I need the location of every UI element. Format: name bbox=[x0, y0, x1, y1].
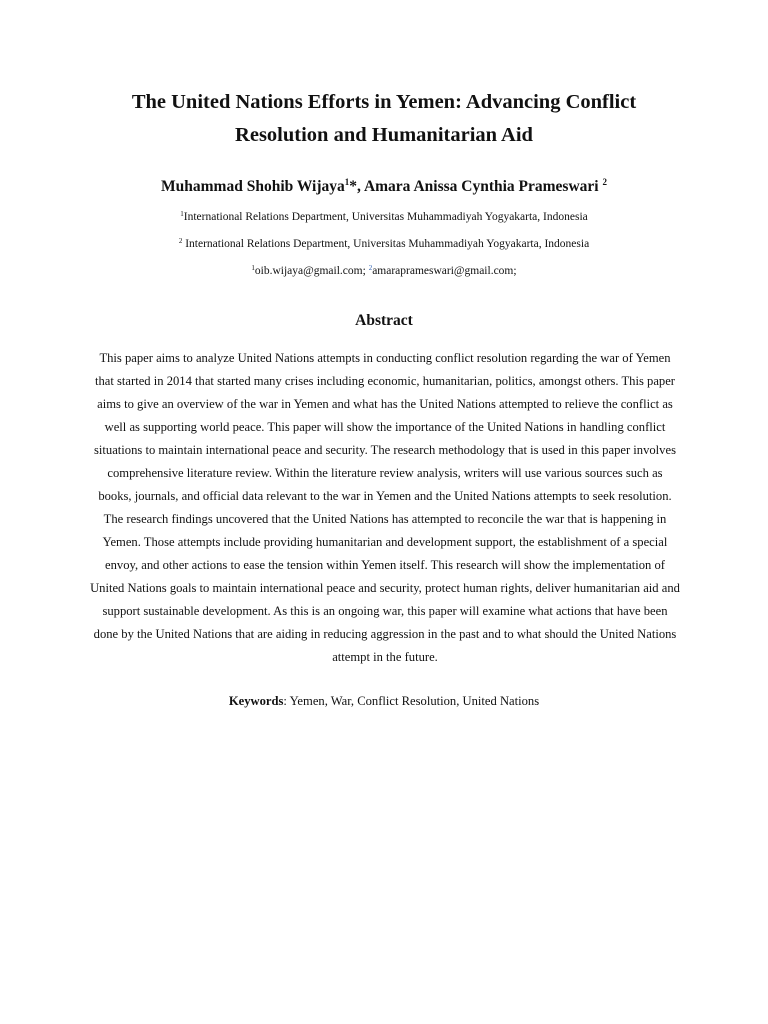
affiliation-2-marker: 2 bbox=[178, 237, 183, 245]
email-end: ; bbox=[513, 265, 517, 277]
keywords-label: Keywords bbox=[228, 694, 284, 708]
abstract-heading: Abstract bbox=[355, 312, 413, 329]
keywords-text: : Yemen, War, Conflict Resolution, United Nations bbox=[283, 694, 540, 708]
affiliation-1 bbox=[90, 210, 678, 225]
author-list bbox=[90, 177, 678, 197]
email-2-marker: 2 bbox=[368, 264, 373, 272]
affiliation-1-text: International Relations Department, Universitas Muhammadiyah Yogyakarta, Indonesia bbox=[183, 211, 588, 223]
affiliation-1-marker: 1 bbox=[180, 210, 184, 218]
keywords-line bbox=[90, 691, 678, 711]
affiliation-2 bbox=[90, 237, 678, 252]
paper-title bbox=[90, 0, 678, 152]
author-2-name: Amara Anissa Cynthia Prameswari bbox=[363, 178, 603, 195]
email-1-link[interactable]: oib.wijaya@gmail.com bbox=[254, 265, 363, 277]
author-1-name: Muhammad Shohib Wijaya bbox=[161, 178, 345, 195]
corresponding-author-marker: *, bbox=[349, 178, 364, 195]
email-separator: ; bbox=[362, 265, 369, 277]
affiliation-2-text: International Relations Department, Universitas Muhammadiyah Yogyakarta, Indonesia bbox=[182, 238, 590, 250]
email-1-marker: 1 bbox=[251, 264, 255, 272]
author-emails bbox=[90, 264, 678, 279]
title-line-1: The United Nations Efforts in Yemen: Advancing Conflict bbox=[131, 91, 637, 113]
abstract-body: This paper aims to analyze United Nations attempts in conducting conflict resolution regarding the war of Yemen that started in 2014 that started many crises including economic, humanitarian, politics, amongst others. This paper aims to give an overview of the war in Yemen and what has the United Nations attempted to relieve the conflict as well as supporting world peace. This paper will show the importance of the United Nations in handling conflict situations to maintain international peace and security. The research methodology that is used in this paper involves comprehensive literature review. Within the literature review analysis, writers will use various sources such as books, journals, and official data relevant to the war in Yemen and the United Nations attempts to seek resolution. The research findings uncovered that the United Nations has attempted to reconcile the war that is happening in Yemen. Those attempts include providing humanitarian and development support, the establishment of a special envoy, and other actions to ease the tension within Yemen itself. This research will show the implementation of United Nations goals to maintain international peace and security, protect human rights, deliver humanitarian aid and support sustainable development. As this is an ongoing war, this paper will examine what actions that have been done by the United Nations that are aiding in reducing aggression in the past and to what should the United Nations attempt in the future. bbox=[90, 351, 680, 664]
title-line-2: Resolution and Humanitarian Aid bbox=[235, 124, 533, 146]
author-2-affiliation-marker: 2 bbox=[602, 177, 607, 187]
email-2-link[interactable]: amaraprameswari@gmail.com bbox=[372, 265, 514, 277]
author-1-affiliation-marker: 1 bbox=[344, 177, 350, 187]
